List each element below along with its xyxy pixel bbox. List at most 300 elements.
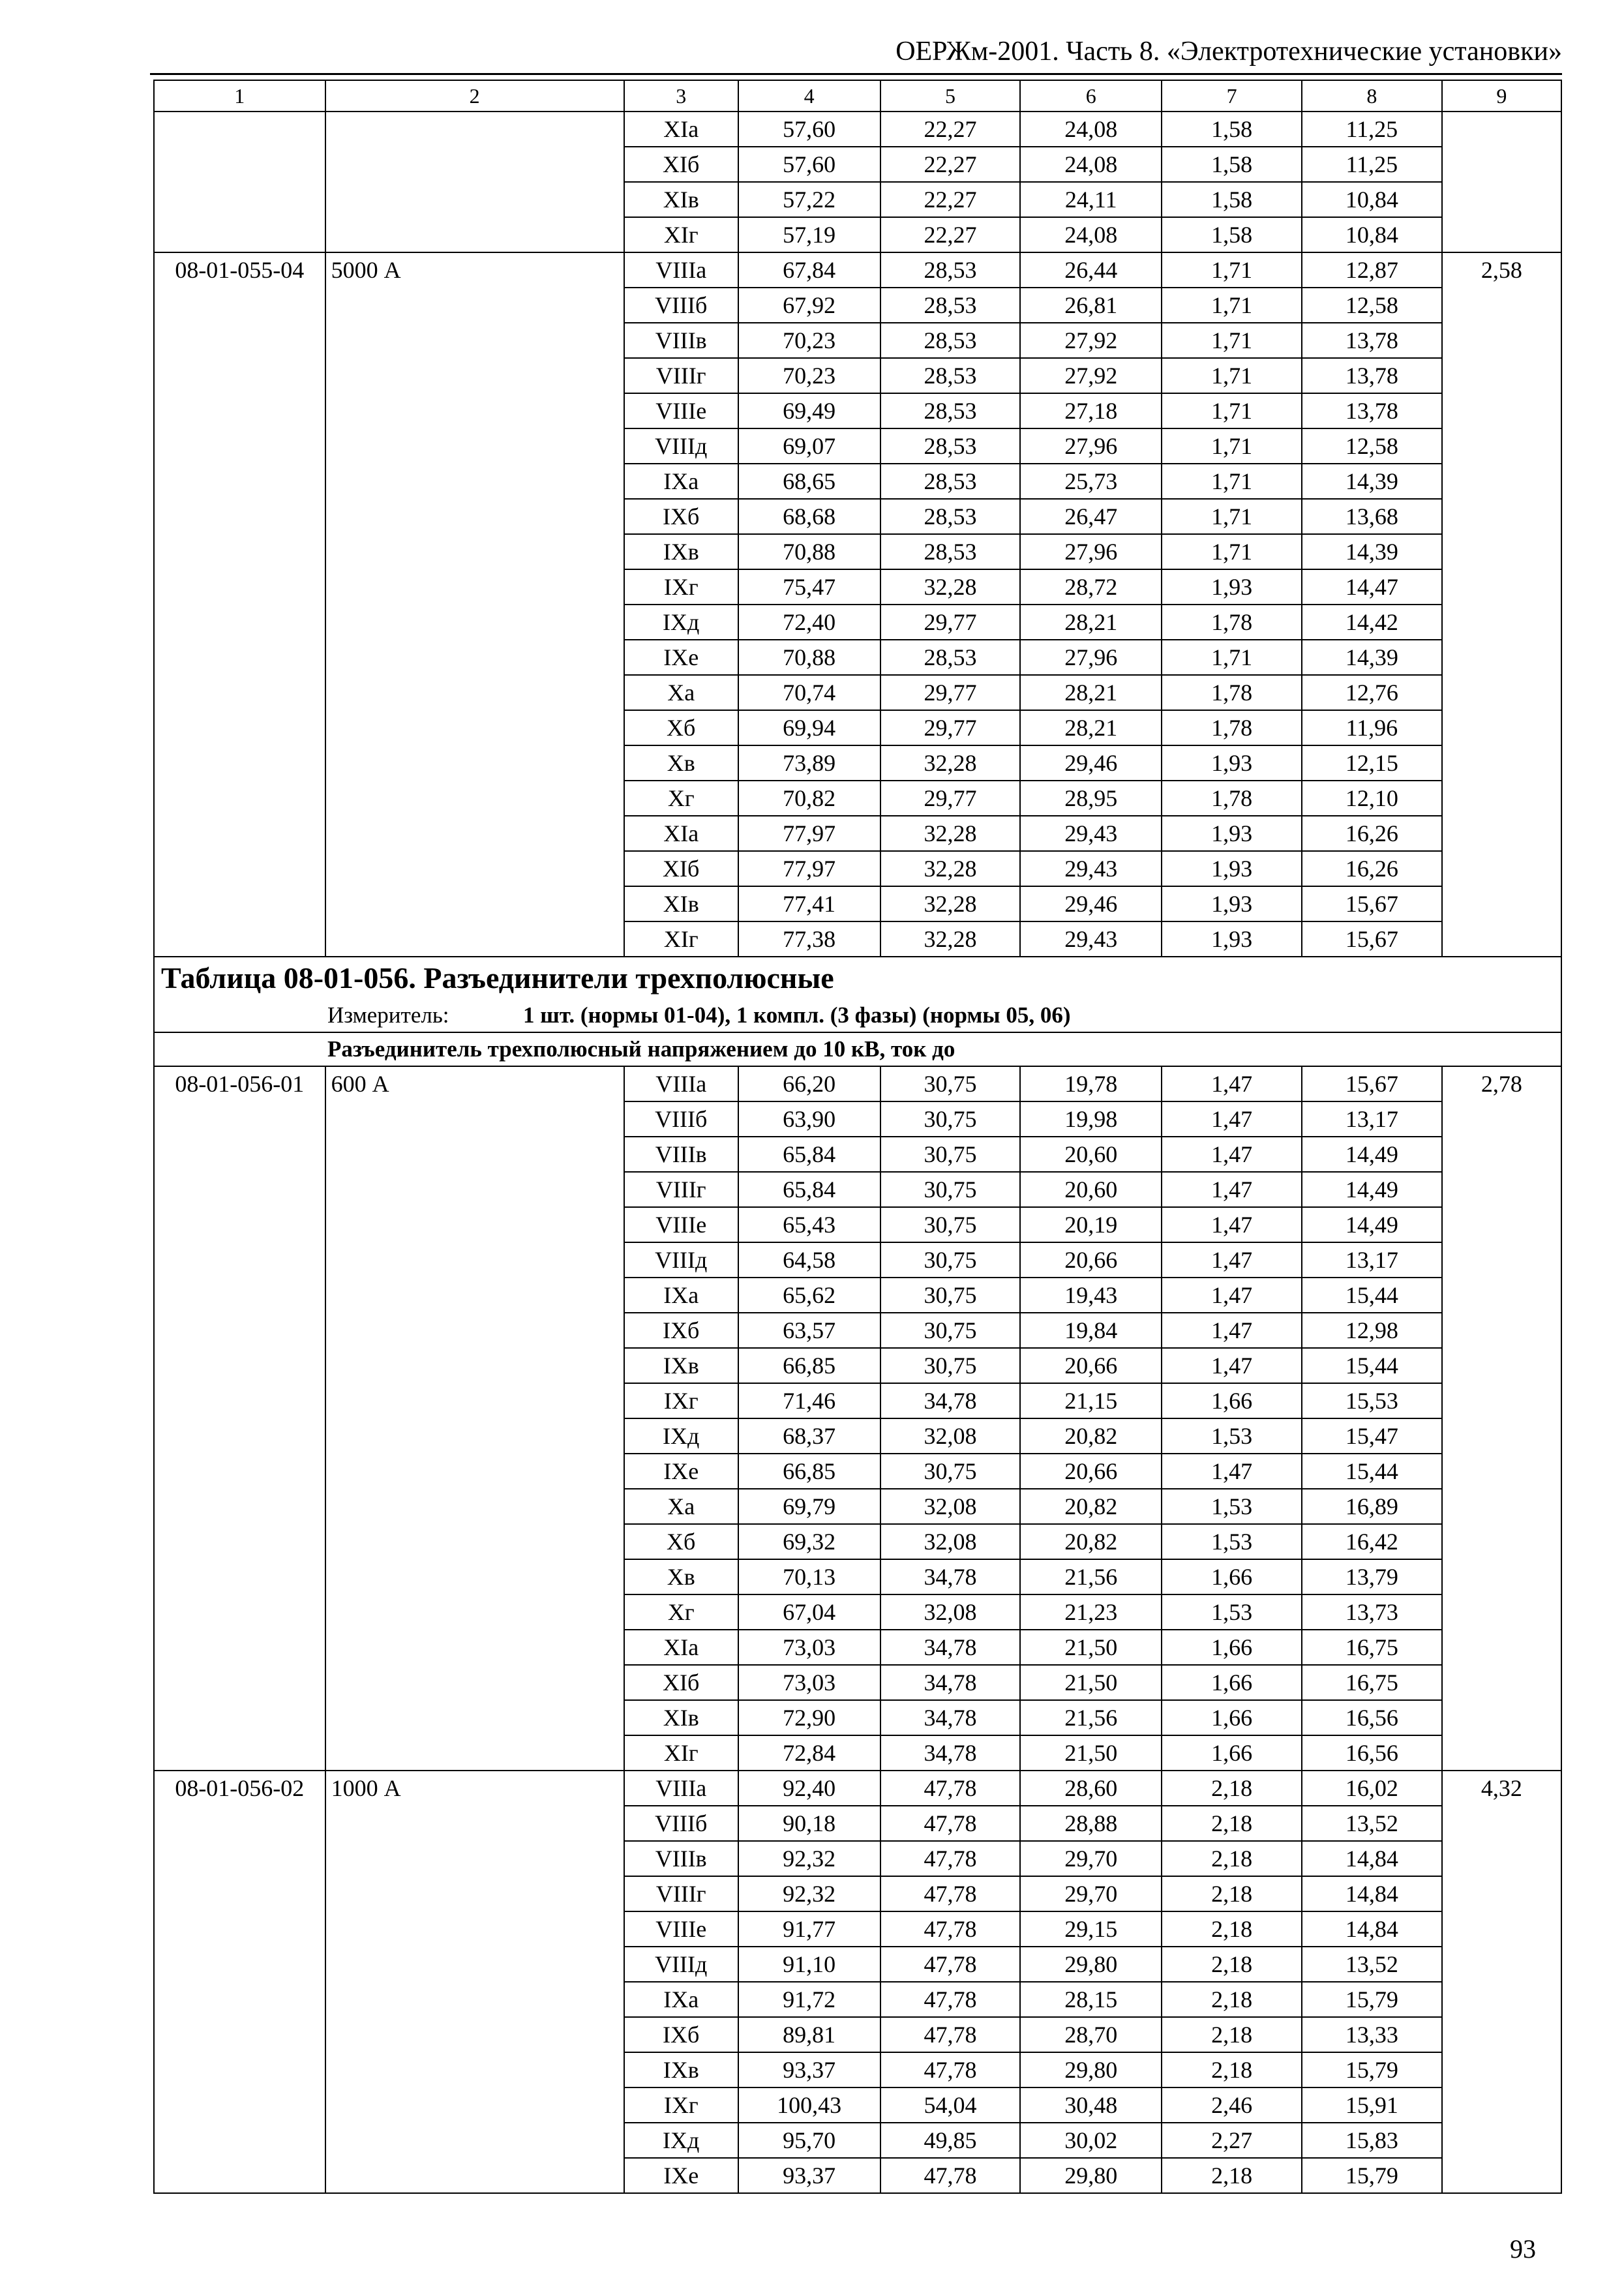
region-cell: IXб: [624, 2017, 738, 2052]
price-table: [153, 80, 1562, 2194]
region-cell: XIа: [624, 112, 738, 147]
col9-cell: [1442, 1207, 1561, 1242]
table-row: [154, 393, 1561, 428]
value-cell: 77,38: [738, 921, 880, 957]
value-cell: 25,73: [1020, 464, 1162, 499]
item-name-cell: [325, 605, 624, 640]
value-cell: 69,49: [738, 393, 880, 428]
value-cell: 69,94: [738, 710, 880, 745]
region-cell: XIг: [624, 921, 738, 957]
item-name-cell: [325, 1137, 624, 1172]
norm-code-cell: [154, 605, 325, 640]
item-name-cell: [325, 921, 624, 957]
region-cell: IXа: [624, 1982, 738, 2017]
col9-cell: [1442, 1313, 1561, 1348]
value-cell: 47,78: [880, 2158, 1021, 2193]
value-cell: 13,78: [1302, 358, 1442, 393]
table-row: [154, 1101, 1561, 1137]
value-cell: 13,78: [1302, 393, 1442, 428]
region-cell: IXе: [624, 2158, 738, 2193]
table-row: [154, 217, 1561, 252]
value-cell: 21,50: [1020, 1630, 1162, 1665]
region-cell: VIIIв: [624, 323, 738, 358]
region-cell: Xа: [624, 1489, 738, 1524]
item-name-cell: [325, 1454, 624, 1489]
value-cell: 20,60: [1020, 1172, 1162, 1207]
value-cell: 28,15: [1020, 1982, 1162, 2017]
table-row: [154, 781, 1561, 816]
table-row: [154, 1735, 1561, 1771]
value-cell: 1,93: [1162, 816, 1302, 851]
item-name-cell: [325, 816, 624, 851]
region-cell: IXв: [624, 2052, 738, 2087]
region-cell: XIа: [624, 1630, 738, 1665]
norm-code-cell: [154, 921, 325, 957]
value-cell: 57,60: [738, 147, 880, 182]
region-cell: XIб: [624, 851, 738, 886]
value-cell: 73,89: [738, 745, 880, 781]
item-name-cell: [325, 710, 624, 745]
value-cell: 92,32: [738, 1841, 880, 1876]
item-name-cell: 600 А: [325, 1066, 624, 1101]
col9-cell: [1442, 1911, 1561, 1947]
norm-code-cell: [154, 745, 325, 781]
value-cell: 29,80: [1020, 1947, 1162, 1982]
region-cell: VIIIг: [624, 1876, 738, 1911]
value-cell: 28,72: [1020, 569, 1162, 605]
value-cell: 14,84: [1302, 1911, 1442, 1947]
item-name-cell: [325, 886, 624, 921]
region-cell: IXд: [624, 1418, 738, 1454]
value-cell: 14,47: [1302, 569, 1442, 605]
col9-cell: [1442, 2052, 1561, 2087]
item-name-cell: [325, 1735, 624, 1771]
norm-code-cell: [154, 2017, 325, 2052]
value-cell: 28,53: [880, 640, 1021, 675]
norm-code-cell: 08-01-056-02: [154, 1771, 325, 1806]
norm-code-cell: [154, 1101, 325, 1137]
value-cell: 57,19: [738, 217, 880, 252]
norm-code-cell: [154, 499, 325, 534]
value-cell: 32,28: [880, 569, 1021, 605]
value-cell: 21,50: [1020, 1735, 1162, 1771]
value-cell: 30,75: [880, 1313, 1021, 1348]
value-cell: 19,98: [1020, 1101, 1162, 1137]
value-cell: 32,28: [880, 745, 1021, 781]
table-row: [154, 499, 1561, 534]
value-cell: 30,02: [1020, 2123, 1162, 2158]
value-cell: 15,79: [1302, 2158, 1442, 2193]
col9-cell: [1442, 1348, 1561, 1383]
region-cell: IXб: [624, 499, 738, 534]
item-name-cell: [325, 1630, 624, 1665]
value-cell: 1,78: [1162, 675, 1302, 710]
value-cell: 15,79: [1302, 2052, 1442, 2087]
value-cell: 1,58: [1162, 112, 1302, 147]
column-number-row: [154, 80, 1561, 112]
value-cell: 1,47: [1162, 1101, 1302, 1137]
unit-row: [154, 999, 1561, 1032]
value-cell: 21,50: [1020, 1665, 1162, 1700]
region-cell: IXг: [624, 2087, 738, 2123]
table-row: [154, 1454, 1561, 1489]
item-name-cell: [325, 1982, 624, 2017]
table-row: [154, 921, 1561, 957]
value-cell: 21,15: [1020, 1383, 1162, 1418]
header-divider: [150, 73, 1562, 75]
norm-code-cell: [154, 1630, 325, 1665]
value-cell: 20,19: [1020, 1207, 1162, 1242]
running-header: ОЕРЖм-2001. Часть 8. «Электротехнические установки»: [895, 37, 1562, 67]
region-cell: IXе: [624, 640, 738, 675]
value-cell: 95,70: [738, 2123, 880, 2158]
norm-code-cell: [154, 781, 325, 816]
table-row: [154, 428, 1561, 464]
region-cell: VIIIб: [624, 1806, 738, 1841]
norm-code-cell: [154, 675, 325, 710]
table-row: [154, 1207, 1561, 1242]
norm-code-cell: [154, 816, 325, 851]
item-name-cell: [325, 1313, 624, 1348]
value-cell: 12,76: [1302, 675, 1442, 710]
value-cell: 1,47: [1162, 1278, 1302, 1313]
table-row: [154, 1242, 1561, 1278]
item-name-cell: [325, 1242, 624, 1278]
value-cell: 2,18: [1162, 1876, 1302, 1911]
col9-cell: [1442, 851, 1561, 886]
item-name-cell: [325, 2158, 624, 2193]
col9-cell: [1442, 1137, 1561, 1172]
value-cell: 16,56: [1302, 1700, 1442, 1735]
value-cell: 13,17: [1302, 1101, 1442, 1137]
norm-code-cell: [154, 1383, 325, 1418]
value-cell: 16,26: [1302, 816, 1442, 851]
value-cell: 21,56: [1020, 1700, 1162, 1735]
value-cell: 34,78: [880, 1735, 1021, 1771]
value-cell: 77,41: [738, 886, 880, 921]
value-cell: 1,47: [1162, 1172, 1302, 1207]
unit-value: 1 шт. (нормы 01-04), 1 компл. (3 фазы) (нормы 05, 06): [523, 1002, 1071, 1028]
table-row: [154, 534, 1561, 569]
table-row: [154, 851, 1561, 886]
norm-code-cell: [154, 1982, 325, 2017]
col9-cell: [1442, 1665, 1561, 1700]
region-cell: XIг: [624, 217, 738, 252]
col9-cell: [1442, 1489, 1561, 1524]
value-cell: 29,46: [1020, 745, 1162, 781]
table-title: Таблица 08-01-056. Разъединители трехполюсные: [154, 957, 1561, 999]
norm-code-cell: [154, 288, 325, 323]
value-cell: 15,44: [1302, 1454, 1442, 1489]
value-cell: 34,78: [880, 1559, 1021, 1594]
value-cell: 66,85: [738, 1348, 880, 1383]
value-cell: 92,32: [738, 1876, 880, 1911]
region-cell: IXе: [624, 1454, 738, 1489]
value-cell: 12,15: [1302, 745, 1442, 781]
value-cell: 32,08: [880, 1524, 1021, 1559]
item-name-cell: [325, 1947, 624, 1982]
value-cell: 29,15: [1020, 1911, 1162, 1947]
value-cell: 28,53: [880, 288, 1021, 323]
norm-code-cell: [154, 1735, 325, 1771]
table-row: [154, 605, 1561, 640]
value-cell: 1,66: [1162, 1665, 1302, 1700]
table-row: [154, 886, 1561, 921]
value-cell: 100,43: [738, 2087, 880, 2123]
norm-code-cell: [154, 886, 325, 921]
norm-code-cell: [154, 1207, 325, 1242]
norm-code-cell: [154, 2052, 325, 2087]
table-row: [154, 1524, 1561, 1559]
value-cell: 1,71: [1162, 323, 1302, 358]
col9-cell: [1442, 1982, 1561, 2017]
region-cell: XIв: [624, 1700, 738, 1735]
value-cell: 2,46: [1162, 2087, 1302, 2123]
item-name-cell: [325, 1172, 624, 1207]
region-cell: VIIIб: [624, 1101, 738, 1137]
col9-cell: [1442, 112, 1561, 147]
value-cell: 1,71: [1162, 534, 1302, 569]
item-name-cell: [325, 1841, 624, 1876]
value-cell: 14,84: [1302, 1841, 1442, 1876]
value-cell: 1,93: [1162, 745, 1302, 781]
value-cell: 1,78: [1162, 781, 1302, 816]
norm-code-cell: [154, 534, 325, 569]
item-name-cell: [325, 147, 624, 182]
value-cell: 26,81: [1020, 288, 1162, 323]
value-cell: 15,79: [1302, 1982, 1442, 2017]
value-cell: 2,18: [1162, 1806, 1302, 1841]
value-cell: 65,84: [738, 1137, 880, 1172]
subtitle-row: [154, 1032, 1561, 1066]
value-cell: 34,78: [880, 1700, 1021, 1735]
region-cell: VIIIе: [624, 1207, 738, 1242]
value-cell: 15,47: [1302, 1418, 1442, 1454]
value-cell: 2,18: [1162, 1841, 1302, 1876]
region-cell: VIIIв: [624, 1137, 738, 1172]
value-cell: 34,78: [880, 1630, 1021, 1665]
value-cell: 28,53: [880, 534, 1021, 569]
value-cell: 12,10: [1302, 781, 1442, 816]
region-cell: VIIIг: [624, 1172, 738, 1207]
column-number: 3: [624, 80, 738, 112]
value-cell: 2,27: [1162, 2123, 1302, 2158]
value-cell: 68,37: [738, 1418, 880, 1454]
value-cell: 13,17: [1302, 1242, 1442, 1278]
value-cell: 1,71: [1162, 252, 1302, 288]
item-name-cell: [325, 851, 624, 886]
item-name-cell: [325, 1383, 624, 1418]
value-cell: 47,78: [880, 2052, 1021, 2087]
col9-cell: [1442, 921, 1561, 957]
value-cell: 16,89: [1302, 1489, 1442, 1524]
value-cell: 15,44: [1302, 1348, 1442, 1383]
table-row: [154, 1559, 1561, 1594]
region-cell: XIв: [624, 182, 738, 217]
value-cell: 1,66: [1162, 1383, 1302, 1418]
region-cell: Xв: [624, 1559, 738, 1594]
value-cell: 1,66: [1162, 1559, 1302, 1594]
section-subtitle: Разъединитель трехполюсный напряжением до 10 кВ, ток до: [154, 1032, 1561, 1066]
norm-code-cell: [154, 1489, 325, 1524]
norm-code-cell: [154, 147, 325, 182]
value-cell: 13,52: [1302, 1806, 1442, 1841]
region-cell: Xг: [624, 1594, 738, 1630]
col9-cell: [1442, 182, 1561, 217]
value-cell: 1,47: [1162, 1348, 1302, 1383]
value-cell: 30,48: [1020, 2087, 1162, 2123]
norm-code-cell: [154, 640, 325, 675]
item-name-cell: [325, 1700, 624, 1735]
value-cell: 67,92: [738, 288, 880, 323]
region-cell: Xб: [624, 1524, 738, 1559]
table-row: [154, 1630, 1561, 1665]
norm-code-cell: [154, 428, 325, 464]
col9-cell: [1442, 675, 1561, 710]
item-name-cell: [325, 1489, 624, 1524]
value-cell: 71,46: [738, 1383, 880, 1418]
region-cell: VIIIг: [624, 358, 738, 393]
value-cell: 29,80: [1020, 2158, 1162, 2193]
col9-cell: [1442, 428, 1561, 464]
value-cell: 2,18: [1162, 2158, 1302, 2193]
value-cell: 20,82: [1020, 1524, 1162, 1559]
value-cell: 90,18: [738, 1806, 880, 1841]
table-row: [154, 252, 1561, 288]
value-cell: 1,66: [1162, 1735, 1302, 1771]
value-cell: 32,28: [880, 921, 1021, 957]
value-cell: 65,84: [738, 1172, 880, 1207]
norm-code-cell: [154, 851, 325, 886]
norm-code-cell: [154, 2158, 325, 2193]
item-name-cell: [325, 1278, 624, 1313]
region-cell: IXв: [624, 534, 738, 569]
col9-cell: [1442, 1594, 1561, 1630]
value-cell: 16,75: [1302, 1630, 1442, 1665]
value-cell: 1,47: [1162, 1454, 1302, 1489]
table-row: [154, 2052, 1561, 2087]
value-cell: 47,78: [880, 2017, 1021, 2052]
value-cell: 28,70: [1020, 2017, 1162, 2052]
norm-code-cell: [154, 1806, 325, 1841]
value-cell: 30,75: [880, 1454, 1021, 1489]
col9-cell: [1442, 1524, 1561, 1559]
value-cell: 20,66: [1020, 1454, 1162, 1489]
table-row: [154, 1841, 1561, 1876]
norm-code-cell: [154, 1876, 325, 1911]
value-cell: 1,71: [1162, 393, 1302, 428]
item-name-cell: [325, 1524, 624, 1559]
value-cell: 34,78: [880, 1665, 1021, 1700]
table-row: [154, 640, 1561, 675]
norm-code-cell: [154, 1418, 325, 1454]
norm-code-cell: [154, 1700, 325, 1735]
value-cell: 15,67: [1302, 886, 1442, 921]
norm-code-cell: [154, 358, 325, 393]
value-cell: 66,85: [738, 1454, 880, 1489]
value-cell: 12,98: [1302, 1313, 1442, 1348]
value-cell: 70,88: [738, 534, 880, 569]
value-cell: 14,42: [1302, 605, 1442, 640]
value-cell: 1,47: [1162, 1066, 1302, 1101]
col9-cell: [1442, 323, 1561, 358]
value-cell: 11,25: [1302, 112, 1442, 147]
column-number: 4: [738, 80, 880, 112]
value-cell: 70,82: [738, 781, 880, 816]
value-cell: 73,03: [738, 1665, 880, 1700]
item-name-cell: [325, 1348, 624, 1383]
value-cell: 28,21: [1020, 605, 1162, 640]
value-cell: 63,90: [738, 1101, 880, 1137]
table-row: [154, 2123, 1561, 2158]
item-name-cell: [325, 1101, 624, 1137]
item-name-cell: [325, 2087, 624, 2123]
value-cell: 29,43: [1020, 851, 1162, 886]
value-cell: 20,82: [1020, 1418, 1162, 1454]
item-name-cell: [325, 428, 624, 464]
norm-code-cell: [154, 1947, 325, 1982]
value-cell: 32,28: [880, 851, 1021, 886]
norm-code-cell: [154, 112, 325, 147]
region-cell: VIIIв: [624, 1841, 738, 1876]
table-row: [154, 675, 1561, 710]
value-cell: 13,78: [1302, 323, 1442, 358]
value-cell: 34,78: [880, 1383, 1021, 1418]
value-cell: 16,02: [1302, 1771, 1442, 1806]
value-cell: 91,72: [738, 1982, 880, 2017]
table-row: [154, 1313, 1561, 1348]
value-cell: 29,77: [880, 710, 1021, 745]
value-cell: 11,25: [1302, 147, 1442, 182]
value-cell: 93,37: [738, 2158, 880, 2193]
norm-code-cell: 08-01-056-01: [154, 1066, 325, 1101]
col9-cell: [1442, 710, 1561, 745]
item-name-cell: [325, 1559, 624, 1594]
value-cell: 14,49: [1302, 1207, 1442, 1242]
value-cell: 1,93: [1162, 569, 1302, 605]
norm-code-cell: [154, 1313, 325, 1348]
norm-code-cell: [154, 1911, 325, 1947]
region-cell: IXа: [624, 1278, 738, 1313]
value-cell: 65,43: [738, 1207, 880, 1242]
col9-cell: [1442, 1735, 1561, 1771]
table-row: [154, 1911, 1561, 1947]
value-cell: 30,75: [880, 1207, 1021, 1242]
value-cell: 22,27: [880, 182, 1021, 217]
value-cell: 69,79: [738, 1489, 880, 1524]
item-name-cell: [325, 781, 624, 816]
value-cell: 47,78: [880, 1911, 1021, 1947]
region-cell: VIIIд: [624, 1947, 738, 1982]
col9-cell: [1442, 147, 1561, 182]
value-cell: 72,84: [738, 1735, 880, 1771]
region-cell: IXа: [624, 464, 738, 499]
value-cell: 28,95: [1020, 781, 1162, 816]
col9-cell: [1442, 2017, 1561, 2052]
norm-code-cell: [154, 464, 325, 499]
col9-cell: [1442, 534, 1561, 569]
item-name-cell: [325, 2017, 624, 2052]
value-cell: 29,77: [880, 781, 1021, 816]
norm-code-cell: [154, 2123, 325, 2158]
value-cell: 1,93: [1162, 851, 1302, 886]
value-cell: 19,84: [1020, 1313, 1162, 1348]
region-cell: XIа: [624, 816, 738, 851]
value-cell: 73,03: [738, 1630, 880, 1665]
value-cell: 22,27: [880, 147, 1021, 182]
value-cell: 29,70: [1020, 1841, 1162, 1876]
value-cell: 24,08: [1020, 112, 1162, 147]
